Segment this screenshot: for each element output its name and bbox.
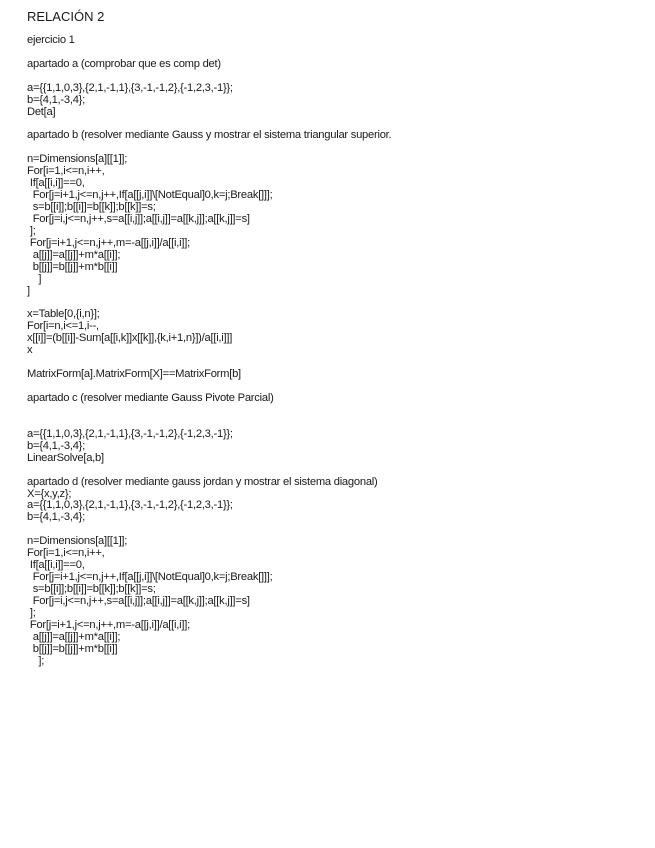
- text-line: apartado b (resolver mediante Gauss y mostrar el sistema triangular superior.: [27, 129, 392, 142]
- text-line: For[j=i+1,j<=n,j++,m=-a[[j,i]]/a[[i,i]];: [27, 236, 190, 249]
- text-line: For[j=i+1,j<=n,j++,m=-a[[j,i]]/a[[i,i]];: [27, 618, 190, 631]
- text-line: a[[j]]=a[[j]]+m*a[[i]];: [27, 630, 121, 643]
- text-line: a[[j]]=a[[j]]+m*a[[i]];: [27, 248, 121, 261]
- text-line: s=b[[i]];b[[i]]=b[[k]];b[[k]]=s;: [27, 201, 156, 213]
- text-line: If[a[[i,i]]==0,: [27, 177, 85, 190]
- text-line: MatrixForm[a].MatrixForm[X]==MatrixForm[b]: [27, 368, 241, 381]
- text-line: For[i=1,i<=n,i++,: [27, 547, 105, 560]
- text-line: b={4,1,-3,4};: [27, 511, 86, 524]
- text-line: For[j=i,j<=n,j++,s=a[[i,j]];a[[i,j]]=a[[k,j]];a[[k,j]]=s]: [27, 212, 250, 225]
- text-line: ]: [27, 272, 42, 285]
- text-line: a={{1,1,0,3},{2,1,-1,1},{3,-1,-1,2},{-1,2,3,-1}};: [27, 427, 233, 440]
- text-line: x=Table[0,{i,n}];: [27, 308, 100, 321]
- document-title: RELACIÓN 2: [27, 9, 105, 24]
- blank-line: [27, 298, 647, 310]
- text-line: For[j=i,j<=n,j++,s=a[[i,j]];a[[i,j]]=a[[k,j]];a[[k,j]]=s]: [27, 594, 250, 607]
- text-line: ];: [27, 606, 36, 619]
- text-line: a={{1,1,0,3},{2,1,-1,1},{3,-1,-1,2},{-1,2,3,-1}};: [27, 499, 233, 512]
- text-line: x[[i]]=(b[[i]]-Sum[a[[i,k]]x[[k]],{k,i+1,n}])/a[[i,i]]]: [27, 332, 233, 345]
- text-line: For[i=n,i<=1,i--,: [27, 320, 99, 333]
- text-line: b={4,1,-3,4};: [27, 439, 86, 452]
- text-line: ejercicio 1: [27, 33, 75, 46]
- text-line: b={4,1,-3,4};: [27, 93, 86, 106]
- text-line: x: [27, 344, 33, 357]
- text-line: Det[a]: [27, 105, 56, 118]
- text-line: b[[j]]=b[[j]]+m*b[[i]]: [27, 260, 118, 273]
- text-line: For[j=i+1,j<=n,j++,If[a[[j,i]]\[NotEqual]0,k=j;Break[]]];: [27, 189, 273, 202]
- blank-line: [27, 405, 647, 417]
- blank-line: [27, 47, 647, 59]
- blank-line: [27, 23, 647, 35]
- text-line: ]: [27, 284, 30, 297]
- text-line: For[j=i+1,j<=n,j++,If[a[[j,i]]\[NotEqual]0,k=j;Break[]]];: [27, 571, 273, 584]
- text-line: apartado d (resolver mediante gauss jordan y mostrar el sistema diagonal): [27, 475, 378, 488]
- blank-line: [27, 71, 647, 83]
- text-line: apartado c (resolver mediante Gauss Pivote Parcial): [27, 392, 274, 404]
- text-line: X={x,y,z};: [27, 487, 72, 500]
- text-line: ];: [27, 654, 45, 667]
- text-line: apartado a (comprobar que es comp det): [27, 57, 221, 70]
- text-line: n=Dimensions[a][[1]];: [27, 535, 128, 548]
- text-line: b[[j]]=b[[j]]+m*b[[i]]: [27, 642, 118, 655]
- document-body: [27, 11, 647, 668]
- text-line: n=Dimensions[a][[1]];: [27, 153, 128, 166]
- text-line: a={{1,1,0,3},{2,1,-1,1},{3,-1,-1,2},{-1,2,3,-1}};: [27, 81, 233, 94]
- blank-line: [27, 465, 647, 477]
- text-line: ];: [27, 224, 36, 237]
- text-line: LinearSolve[a,b]: [27, 451, 104, 464]
- text-line: s=b[[i]];b[[i]]=b[[k]];b[[k]]=s;: [27, 583, 156, 595]
- text-line: For[i=1,i<=n,i++,: [27, 165, 105, 178]
- text-line: If[a[[i,i]]==0,: [27, 559, 85, 572]
